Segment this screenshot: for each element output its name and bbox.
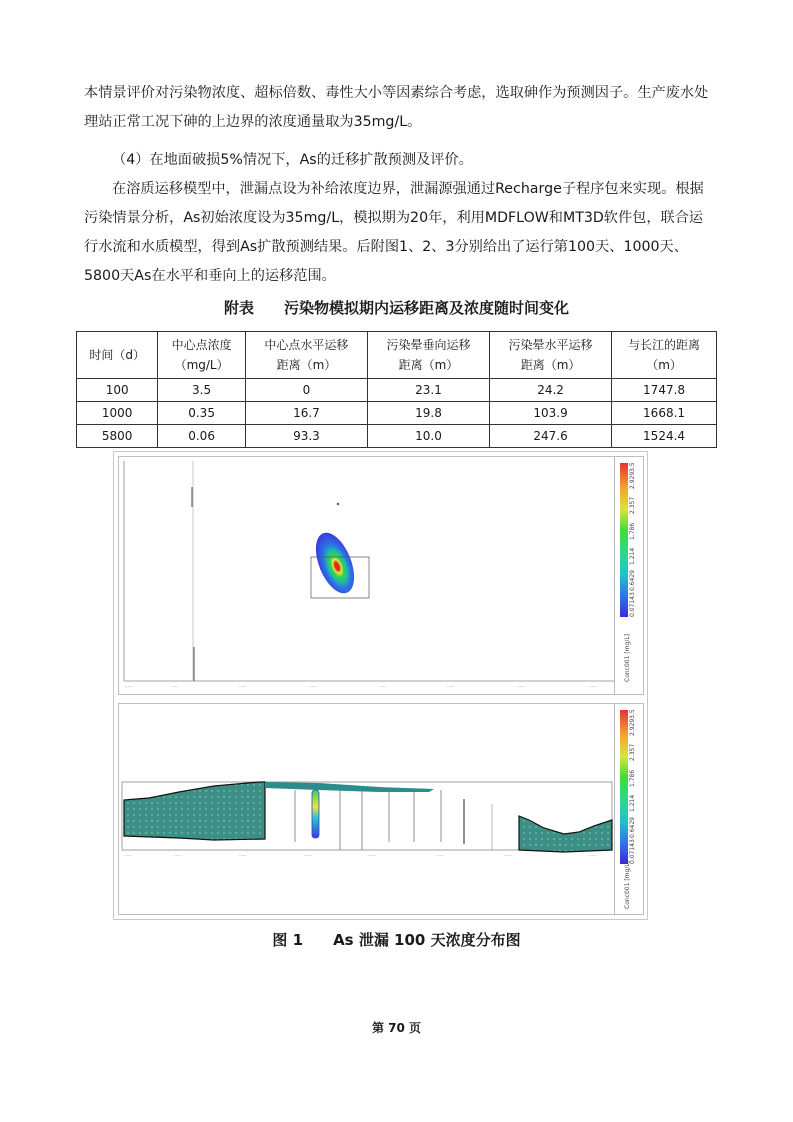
cell: 1747.8: [612, 379, 717, 402]
plan-view-plot: ····· ····· ····· ····· ····· ····· ····· ·····: [119, 457, 615, 694]
concentration-figure: [113, 451, 648, 920]
contaminant-plume: [308, 527, 362, 598]
aquifer-left-block: [124, 782, 265, 840]
colorbar-label: 0.6429: [629, 817, 636, 838]
header-center-horizontal-distance: 中心点水平运移 距离（m）: [245, 332, 367, 379]
cell: 100: [77, 379, 158, 402]
cell: 103.9: [490, 402, 612, 425]
table-caption: [0, 297, 793, 318]
cell: 0: [245, 379, 367, 402]
colorbar-gradient: [620, 463, 628, 617]
plan-view-panel: [118, 456, 644, 695]
header-plume-vertical-distance: 污染晕垂向运移 距离（m）: [367, 332, 489, 379]
colorbar-label: 0.6429: [629, 570, 636, 591]
section-colorbar: [615, 704, 643, 914]
colorbar-label: 1.786: [629, 769, 636, 787]
plan-view-svg: [119, 457, 614, 694]
table-row: [77, 402, 717, 425]
cell: 16.7: [245, 402, 367, 425]
colorbar-label: 0.07143: [629, 839, 636, 864]
vertical-plume: [312, 790, 319, 838]
colorbar-label: 1.214: [629, 794, 636, 812]
cell: 23.1: [367, 379, 489, 402]
colorbar-label: 2.929: [629, 718, 636, 736]
cell: 0.35: [158, 402, 246, 425]
colorbar-label: 2.357: [629, 743, 636, 761]
cell: 1000: [77, 402, 158, 425]
table-header-row: [77, 332, 717, 379]
cell: 5800: [77, 425, 158, 448]
colorbar-title: Conc001 [mg/L]: [624, 633, 631, 682]
paragraph-model-description: 在溶质运移模型中，泄漏点设为补给浓度边界，泄漏源强通过Recharge子程序包来实现。根据污染情景分析，As初始浓度设为35mg/L，模拟期为20年，利用MDFLOW和MT3D软件包，联合运行水流和水质模型，得到As扩散预测结果。后附图1、2、3分别给出了运行第100天、1000天、5800天As在水平和垂向上的运移范围。: [84, 181, 704, 284]
table-row: [77, 425, 717, 448]
cell: 247.6: [490, 425, 612, 448]
colorbar-label: 2.357: [629, 496, 636, 514]
colorbar-labels: [629, 463, 641, 617]
colorbar-label: 2.929: [629, 471, 636, 489]
section-heading-4: （4）在地面破损5%情况下，As的迁移扩散预测及评价。: [112, 152, 473, 168]
cell: 19.8: [367, 402, 489, 425]
colorbar-title: Conc001 [mg/L]: [624, 860, 631, 909]
cell: 10.0: [367, 425, 489, 448]
colorbar-labels: [629, 710, 641, 864]
cross-section-plot: ····· ····· ····· ····· ····· ····· ····· ·····: [119, 704, 615, 914]
migration-table: [76, 331, 717, 448]
cell: 1524.4: [612, 425, 717, 448]
header-center-concentration: 中心点浓度 （mg/L）: [158, 332, 246, 379]
cell: 3.5: [158, 379, 246, 402]
figure-caption-title: As 泄漏 100 天浓度分布图: [333, 931, 521, 949]
paragraph-predictive-factor: 本情景评价对污染物浓度、超标倍数、毒性大小等因素综合考虑，选取砷作为预测因子。生产废水处理站正常工况下砷的上边界的浓度通量取为35mg/L。: [84, 85, 709, 130]
colorbar-label: 1.214: [629, 547, 636, 565]
table-caption-title: 污染物模拟期内运移距离及浓度随时间变化: [284, 299, 570, 317]
colorbar-label: 3.5: [629, 709, 636, 719]
page-number: 第 70 页: [371, 1021, 422, 1035]
plan-colorbar: [615, 457, 643, 694]
header-distance-to-yangtze: 与长江的距离 （m）: [612, 332, 717, 379]
header-plume-horizontal-distance: 污染晕水平运移 距离（m）: [490, 332, 612, 379]
colorbar-label: 0.07143: [629, 592, 636, 617]
colorbar-label: 3.5: [629, 462, 636, 472]
cell: 0.06: [158, 425, 246, 448]
table-row: [77, 379, 717, 402]
table-caption-label: 附表: [223, 299, 254, 317]
cross-section-panel: [118, 703, 644, 915]
cell: 24.2: [490, 379, 612, 402]
cross-section-svg: [119, 704, 614, 914]
cell: 1668.1: [612, 402, 717, 425]
aquifer-right-block: [519, 816, 612, 852]
figure-caption-label: 图 1: [272, 931, 304, 949]
colorbar-gradient: [620, 710, 628, 864]
water-surface-layer: [265, 782, 434, 792]
header-time: 时间（d）: [77, 332, 158, 379]
cell: 93.3: [245, 425, 367, 448]
well-marker: [337, 503, 339, 505]
figure-caption: [0, 929, 793, 950]
colorbar-label: 1.786: [629, 522, 636, 540]
